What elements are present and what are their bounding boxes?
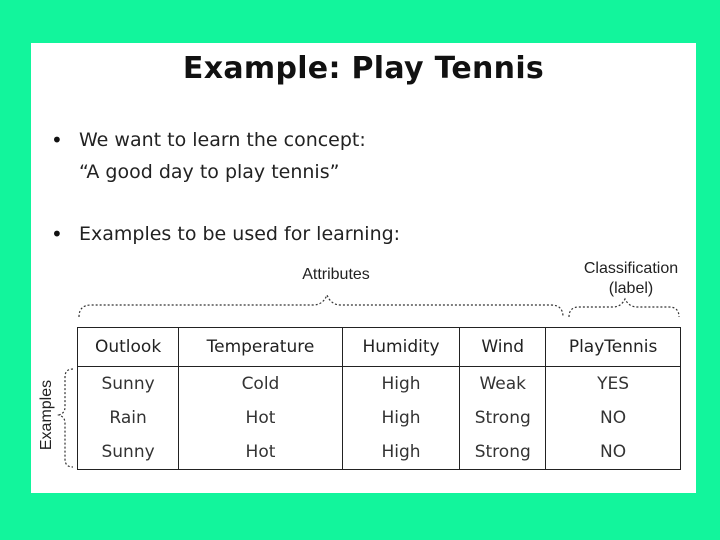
examples-brace	[59, 369, 73, 467]
table-cell: Sunny	[101, 374, 155, 394]
attributes-label: Attributes	[302, 266, 370, 283]
bullet-dot-icon: •	[51, 128, 63, 152]
table-cell: Strong	[460, 401, 546, 435]
table-cell: High	[342, 401, 460, 435]
table-cell: NO	[546, 401, 681, 435]
table-cell: Hot	[179, 435, 343, 470]
table-cell: Hot	[179, 401, 343, 435]
table-header-row	[78, 328, 681, 367]
column-header-playtennis: PlayTennis	[546, 328, 681, 367]
bullet-text: We want to learn the concept:	[79, 129, 366, 151]
table-cell: YES	[546, 367, 681, 402]
slide	[31, 43, 696, 493]
column-header-wind: Wind	[460, 328, 546, 367]
table-cell: Strong	[460, 435, 546, 470]
column-header-humidity: Humidity	[342, 328, 460, 367]
bullet-text-continuation: “A good day to play tennis”	[79, 161, 340, 183]
bullet-text: Examples to be used for learning:	[79, 223, 401, 245]
classification-label-line: Classification	[583, 260, 679, 277]
table-row	[78, 367, 681, 402]
examples-label: Examples	[38, 379, 55, 451]
table-cell: High	[342, 435, 460, 470]
table-cell: Sunny	[101, 442, 155, 462]
table-cell: Rain	[109, 408, 147, 428]
table-row	[78, 401, 681, 435]
column-header-temperature: Temperature	[179, 328, 343, 367]
classification-label	[571, 259, 691, 299]
column-header-outlook: Outlook	[78, 328, 179, 367]
slide-title: Example: Play Tennis	[182, 51, 545, 86]
table-cell: Weak	[460, 367, 546, 402]
table-cell: High	[342, 367, 460, 402]
attributes-brace	[79, 295, 563, 317]
table-row	[78, 435, 681, 470]
table-cell: NO	[546, 435, 681, 470]
classification-brace	[569, 299, 679, 317]
bullet-dot-icon: •	[51, 222, 63, 246]
classification-label-line: (label)	[608, 280, 654, 297]
play-tennis-table	[77, 327, 681, 470]
table-cell: Cold	[179, 367, 343, 402]
